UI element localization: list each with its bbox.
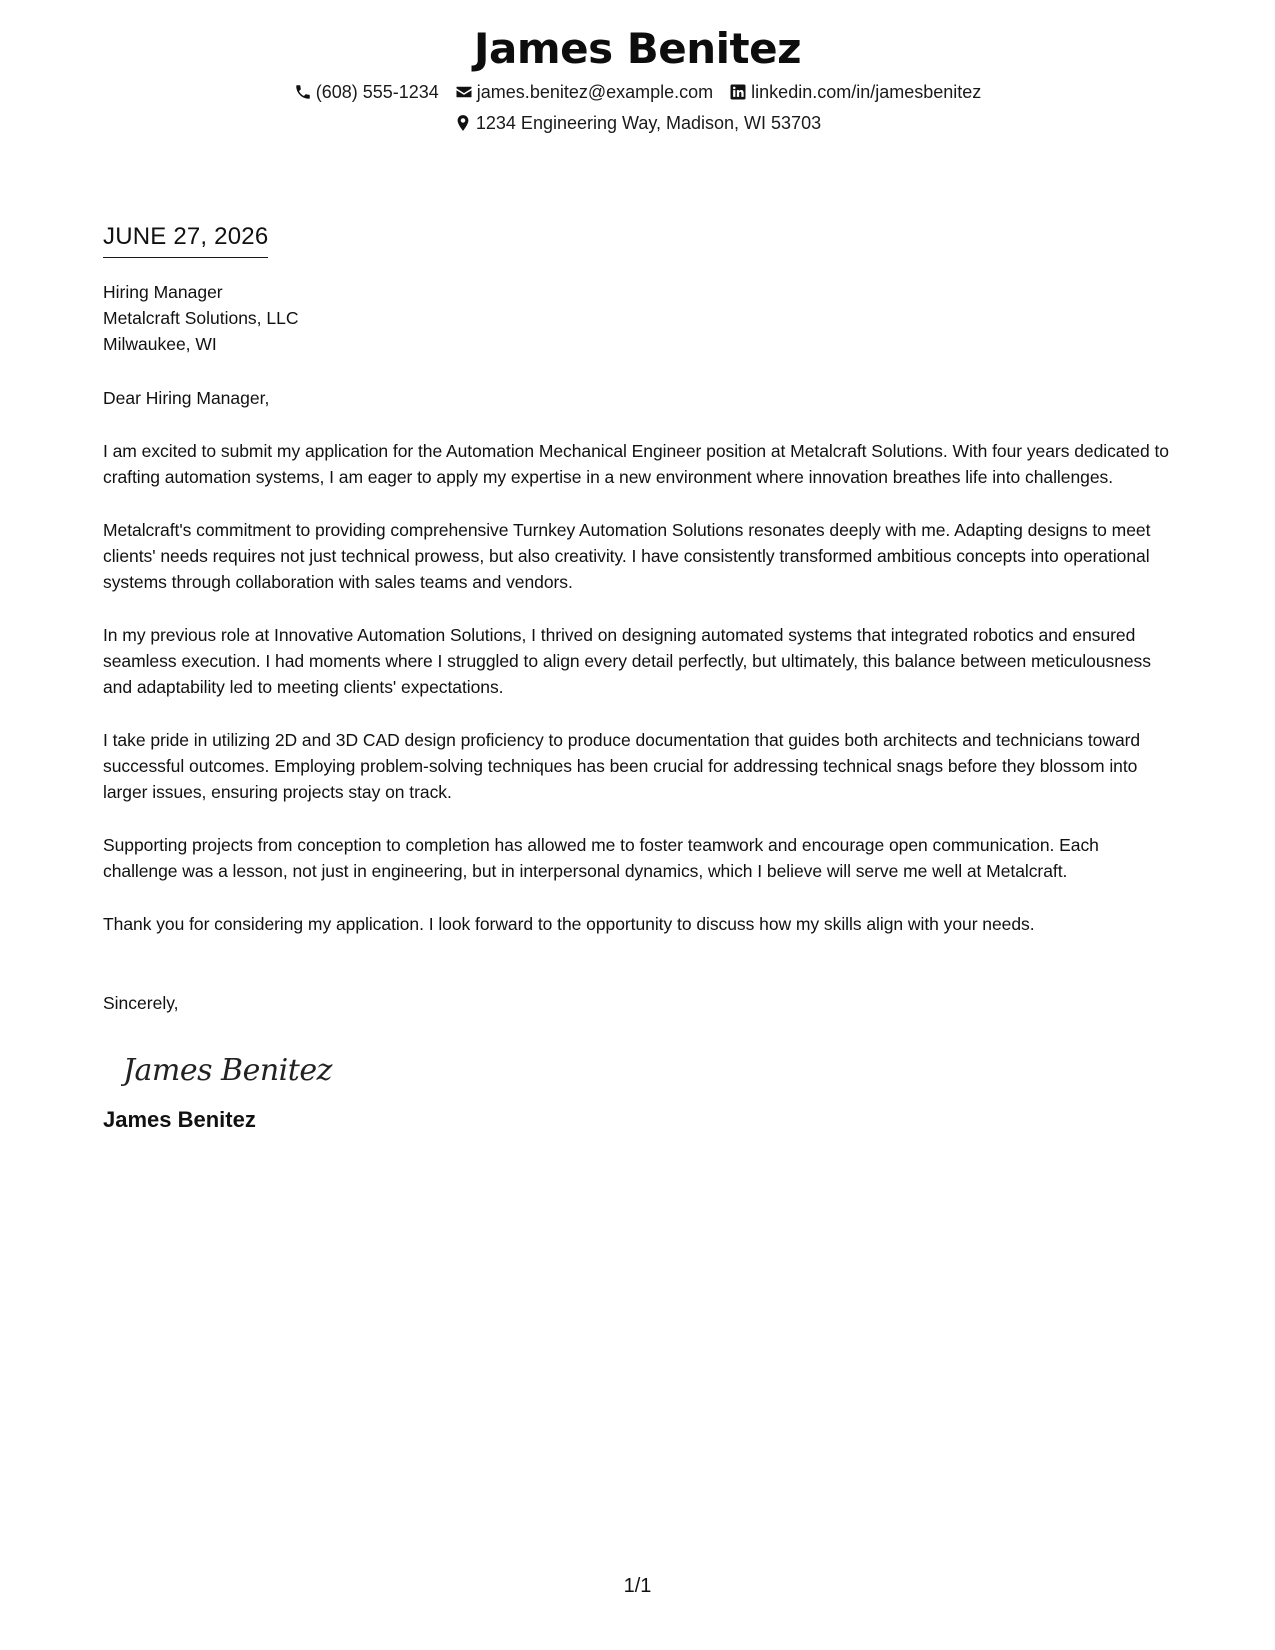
letter-header (0, 22, 1275, 135)
signature-text: James Benitez (123, 1053, 332, 1088)
body-paragraph: In my previous role at Innovative Automation Solutions, I thrived on designing automated systems that integrated robotics and ensured seamless execution. I had moments where I struggled to align every detail perfectly, but ultimately, this balance between meticulousness and adaptability led to meeting clients' expectations. (103, 625, 1151, 697)
body-paragraph: I take pride in utilizing 2D and 3D CAD design proficiency to produce documentation that guides both architects and technicians toward successful outcomes. Employing problem-solving techniques has been crucial for addressing technical snags before they blossom into larger issues, ensuring projects stay on track. (103, 730, 1141, 802)
envelope-icon (455, 83, 473, 101)
linkedin-text: linkedin.com/in/jamesbenitez (751, 82, 982, 102)
email-text: james.benitez@example.com (476, 82, 714, 102)
recipient-company: Metalcraft Solutions, LLC (103, 308, 299, 328)
contact-line-primary (0, 80, 1275, 104)
handwritten-signature (121, 1044, 351, 1092)
phone-text: (608) 555-1234 (315, 82, 439, 102)
applicant-name: James Benitez (473, 24, 802, 73)
body-paragraph: Metalcraft's commitment to providing comprehensive Turnkey Automation Solutions resonates deeply with me. Adapting designs to meet clients' needs requires not just technical prowess, but also creativity. I have consistently transformed ambitious concepts into operational systems through collaboration with sales teams and vendors. (103, 520, 1151, 592)
linkedin-icon (729, 83, 747, 101)
recipient-location: Milwaukee, WI (103, 334, 217, 354)
phone-icon (294, 83, 312, 101)
contact-line-address (0, 111, 1275, 135)
body-paragraph: Thank you for considering my application. I look forward to the opportunity to discuss how my skills align with your needs. (103, 914, 1035, 934)
map-marker-icon (454, 114, 472, 132)
letter-date: JUNE 27, 2026 (103, 222, 268, 258)
body-paragraph: Supporting projects from conception to completion has allowed me to foster teamwork and encourage open communication. Each challenge was a lesson, not just in engineering, but in interpersonal dynamics, which I believe will serve me well at Metalcraft. (103, 835, 1099, 881)
salutation: Dear Hiring Manager, (103, 388, 270, 408)
contact-linkedin (729, 80, 981, 104)
closing: Sincerely, (103, 993, 179, 1013)
contact-phone (294, 80, 439, 104)
page-number: 1/1 (623, 1575, 652, 1597)
body-paragraph: I am excited to submit my application for the Automation Mechanical Engineer position at Metalcraft Solutions. With four years dedicated to crafting automation systems, I am eager to apply my expertise in a new environment where innovation breathes life into challenges. (103, 441, 1169, 487)
signer-name: James Benitez (103, 1107, 256, 1132)
contact-address (454, 111, 821, 135)
letter-body (103, 222, 1178, 1134)
contact-email (455, 80, 713, 104)
recipient-block (103, 279, 1178, 357)
address-text: 1234 Engineering Way, Madison, WI 53703 (475, 113, 822, 133)
recipient-title: Hiring Manager (103, 282, 223, 302)
